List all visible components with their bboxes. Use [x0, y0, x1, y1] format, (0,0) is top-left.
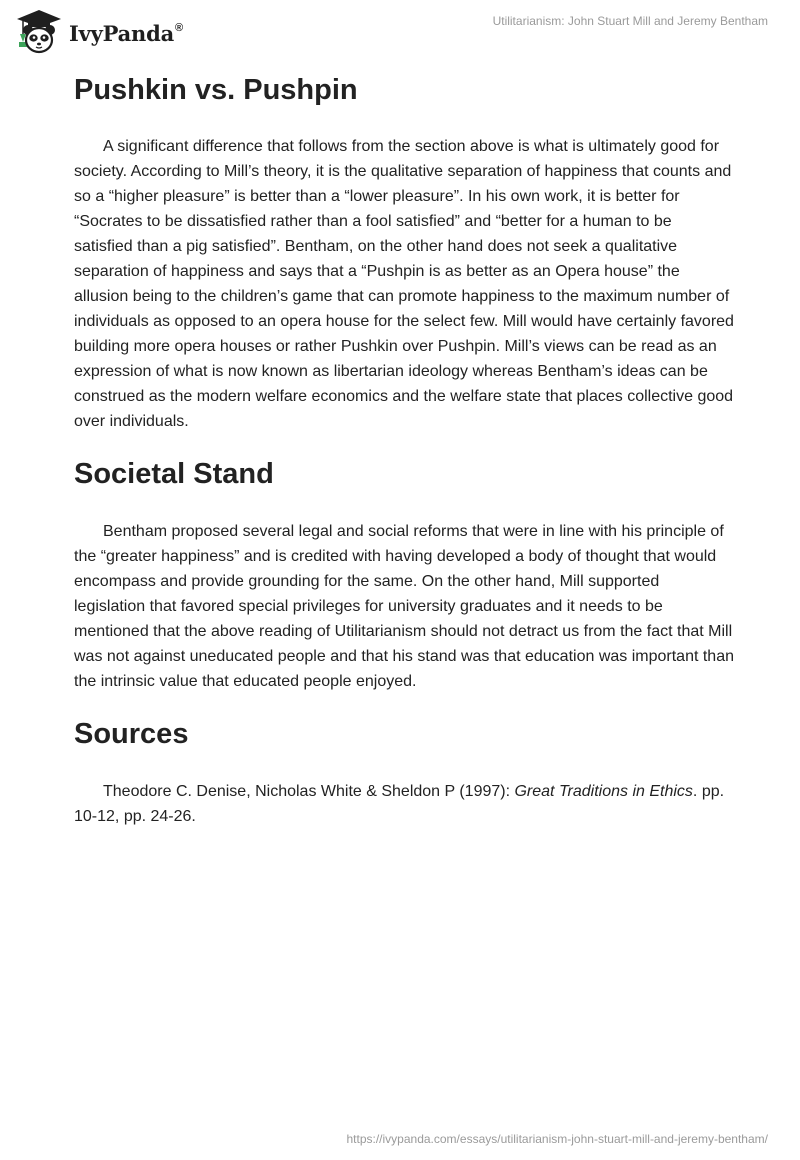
section-paragraph-pushkin-vs-pushpin: A significant difference that follows from the section above is what is ultimately good for society. According to Mill’s theory, it is the qualitative separation of happiness that counts and so a “higher pleasure” is better than a “lower pleasure”. In his own work, it is better for “Socrates to be dissatisfied rather than a fool satisfied” and “better for a human to be satisfied than a pig satisfied”. Bentham, on the other hand does not seek a qualitative separation of happiness and says that a “Pushpin is as better as an Opera house” the allusion being to the children’s game that can promote happiness to the maximum number of individuals as opposed to an opera house for the select few. Mill would have certainly favored building more opera houses or rather Pushkin over Pushpin. Mill’s views can be read as an expression of what is now known as libertarian ideology whereas Bentham’s ideas can be construed as the modern welfare economics and the welfare state that places collective good over individuals. — [74, 138, 734, 430]
section-heading-societal-stand: Societal Stand — [74, 458, 274, 490]
section-heading-pushkin-vs-pushpin: Pushkin vs. Pushpin — [74, 74, 358, 106]
source-book-title: Great Traditions in Ethics — [514, 783, 693, 800]
footer-url[interactable]: https://ivypanda.com/essays/utilitarianism-john-stuart-mill-and-jeremy-bentham/ — [346, 1132, 768, 1146]
article-body — [74, 72, 734, 829]
logo[interactable] — [14, 8, 183, 56]
registered-mark: ® — [175, 21, 183, 34]
logo-text: IvyPanda® — [69, 20, 183, 46]
document-title: Utilitarianism: John Stuart Mill and Jeremy Bentham — [492, 14, 768, 28]
section-heading-sources: Sources — [74, 718, 189, 750]
source-citation — [74, 779, 734, 829]
panda-graduate-icon — [14, 9, 64, 55]
source-pages: . pp. 10-12, pp. 24-26. — [74, 783, 725, 825]
section-paragraph-societal-stand: Bentham proposed several legal and social reforms that were in line with his principle of the “greater happiness” and is credited with having developed a body of thought that would encompass and provide grounding for the same. On the other hand, Mill supported legislation that favored special privileges for university graduates and it needs to be mentioned that the above reading of Utilitarianism should not detract us from the fact that Mill was not against uneducated people and that his stand was that education was important than the intrinsic value that educated people enjoyed. — [74, 523, 734, 690]
source-authors: Theodore C. Denise, Nicholas White & Sheldon P (1997): — [103, 783, 515, 800]
